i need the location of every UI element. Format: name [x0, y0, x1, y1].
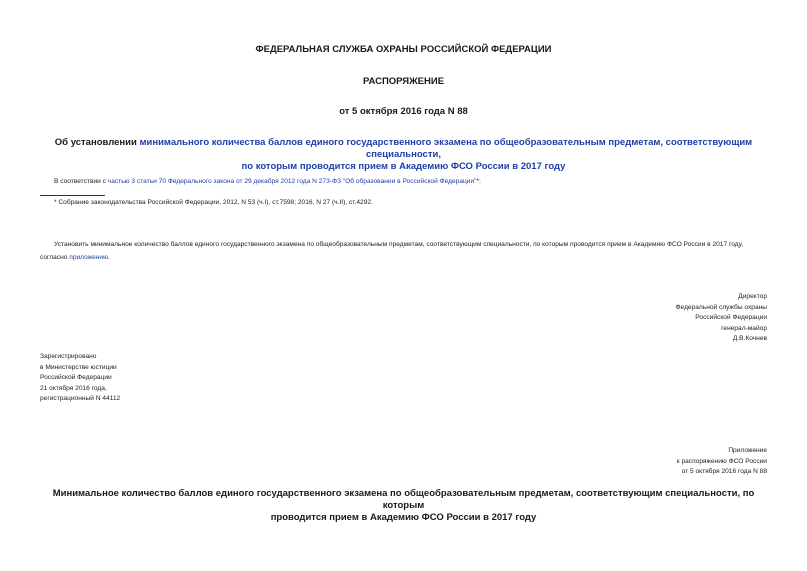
- signature-line: Федеральной службы охраны: [675, 303, 767, 311]
- signature-block: [676, 292, 767, 345]
- signature-line: Д.В.Кочнев: [732, 335, 767, 342]
- registration-line: 21 октября 2016 года,: [40, 384, 107, 392]
- title-link-line1[interactable]: минимального количества баллов единого государственного экзамена по общеобразовательным предметам, соответствующим специальности,: [139, 137, 753, 160]
- order-paragraph: [40, 238, 768, 264]
- registration-line: в Министерстве юстиции: [40, 363, 117, 371]
- signature-line: Российской Федерации: [695, 314, 767, 321]
- registration-block: [40, 352, 120, 405]
- order-line2-suffix: .: [108, 254, 110, 261]
- registration-line: Зарегистрировано: [40, 353, 97, 360]
- order-line1: Установить минимальное количество баллов единого государственного экзамена по общеобразовательным предметам, соответствующим специальности, по которым проводится прием в Академию ФСО России: [54, 241, 706, 248]
- appendix-ref-line: Приложение: [728, 447, 767, 454]
- appendix-title-line2: проводится прием в Академию ФСО России в 2017 году: [270, 512, 537, 523]
- document-date-number: от 5 октября 2016 года N 88: [339, 106, 468, 117]
- footnote-divider: [40, 195, 105, 196]
- appendix-reference: [677, 446, 767, 478]
- registration-line: Российской Федерации: [40, 374, 112, 381]
- registration-line: регистрационный N 44112: [40, 395, 121, 402]
- title-link-line2[interactable]: по которым проводится прием в Академию ФСО России в 2017 году: [241, 161, 566, 172]
- order-line2-prefix: в 2017 году, согласно: [40, 241, 744, 261]
- title-prefix: Об установлении: [54, 137, 140, 148]
- footnote-text: * Собрание законодательства Российской Федерации, 2012, N 53 (ч.I), ст.7598; 2016, N 27 (ч.II), ст.4292.: [54, 199, 373, 206]
- basis-prefix: В соответствии с: [54, 178, 108, 185]
- appendix-title: [40, 488, 767, 524]
- basis-paragraph: [54, 176, 481, 187]
- appendix-ref-line: к распоряжению ФСО России: [676, 457, 767, 465]
- document-title: [40, 137, 767, 173]
- basis-law-link[interactable]: частью 3 статьи 70 Федерального закона от 29 декабря 2012 года N 273-ФЗ "Об образовании в Российской Федерации": [107, 178, 477, 185]
- agency-heading: ФЕДЕРАЛЬНАЯ СЛУЖБА ОХРАНЫ РОССИЙСКОЙ ФЕДЕРАЦИИ: [255, 44, 552, 55]
- signature-line: Директор: [738, 293, 767, 300]
- document-type: РАСПОРЯЖЕНИЕ: [362, 76, 445, 87]
- appendix-ref-line: от 5 октября 2016 года N 88: [681, 468, 767, 475]
- appendix-link[interactable]: приложению: [69, 254, 109, 261]
- signature-line: генерал-майор: [721, 324, 767, 332]
- appendix-title-line1: Минимальное количество баллов единого государственного экзамена по общеобразовательным предметам, соответствующим специальности, по которым: [52, 488, 755, 511]
- basis-suffix: *:: [476, 178, 481, 185]
